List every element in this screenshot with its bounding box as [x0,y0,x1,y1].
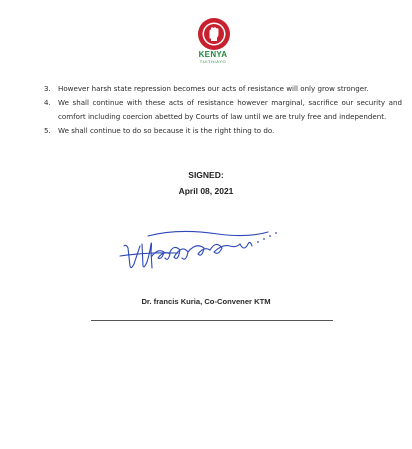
signed-label: SIGNED: [188,170,224,180]
logo-wordmark [187,50,239,64]
item-number: 4. [44,98,51,107]
list-item [42,96,402,123]
item-text: We shall continue with these acts of resistance however marginal, sacrifice our security and comfort including coercion abetted by Courts of law until we are truly free and independent. [58,98,402,121]
item-number: 3. [44,84,51,93]
logo-subtitle: TUITHIAYO [199,59,227,64]
item-number: 5. [44,125,51,135]
item-text: We shall continue to do so because it is the right thing to do. [58,125,275,135]
signatory-name: Dr. francis Kuria, Co-Convener KTM [141,297,271,306]
list-item [42,82,402,96]
resolutions-list [42,82,402,138]
item-text: However harsh state repression becomes our acts of resistance will only grow stronger. [58,84,369,93]
handwritten-signature [118,222,298,278]
logo-name: KENYA [198,50,228,59]
signature-rule [91,320,333,321]
list-item [42,124,402,138]
signed-date: April 08, 2021 [178,186,234,196]
